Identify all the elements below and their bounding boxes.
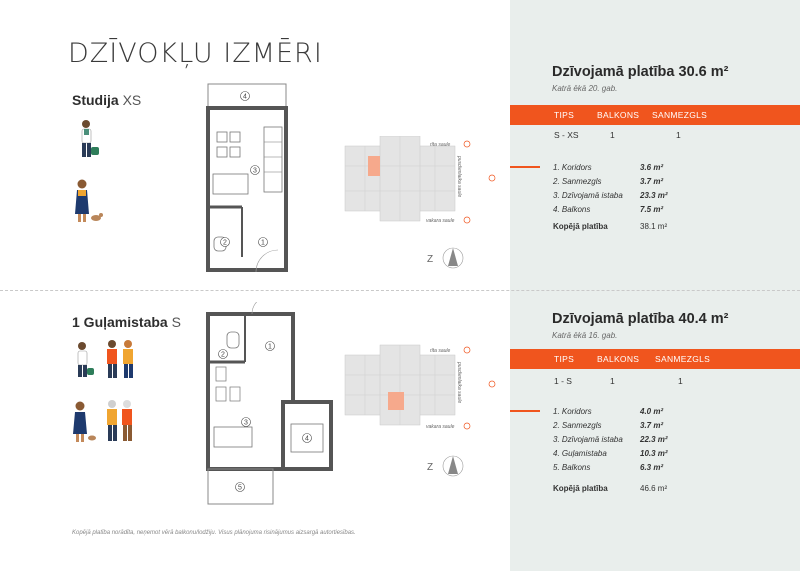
living-area-title: Dzīvojamā platība 30.6 m² [552, 64, 729, 80]
hdr-type: TIPS [554, 110, 575, 120]
hdr-balcony: BALKONS [597, 354, 640, 364]
man-with-bag-icon [78, 342, 94, 377]
room-name: 3. Dzīvojamā istaba [553, 191, 623, 200]
plan-label-3: 3 [253, 167, 257, 175]
floor-plan-one-bedroom [200, 302, 340, 512]
val-type: S - XS [554, 130, 579, 140]
room-area: 7.5 m² [640, 205, 664, 214]
val-bathroom: 1 [676, 130, 681, 140]
room-area: 6.3 m² [640, 463, 664, 472]
page-title: DZĪVOKĻU IZMĒRI [68, 38, 323, 69]
room-name: 1. Koridors [553, 407, 592, 416]
sun-icon [464, 141, 495, 223]
unit-size: XS [122, 92, 142, 108]
compass-icon [427, 456, 463, 476]
total-area: 46.6 m² [640, 484, 668, 493]
row-marker [510, 166, 540, 168]
room-area: 10.3 m² [640, 449, 668, 458]
floor-plan-studio [200, 82, 290, 272]
unit-name [72, 314, 181, 330]
room-name: 3. Dzīvojamā istaba [553, 435, 623, 444]
plan-label-5: 5 [238, 484, 242, 492]
total-label: Kopējā platība [553, 484, 608, 493]
plan-label-1: 1 [261, 239, 265, 247]
total-area: 38.1 m² [640, 222, 668, 231]
plan-label-2: 2 [223, 239, 227, 247]
unit-highlight [368, 156, 380, 176]
plan-label-4: 4 [305, 435, 309, 443]
plan-label-1: 1 [268, 343, 272, 351]
per-building: Katrā ēkā 20. gab. [552, 84, 618, 93]
unit-name-text: 1 Guļamistaba [72, 314, 168, 330]
room-name: 2. Sanmezgls [553, 177, 602, 186]
sun-label-evening: vakara saule [426, 424, 455, 430]
unit-size: S [171, 314, 181, 330]
residents-illustration [70, 118, 110, 230]
room-name: 4. Guļamistaba [553, 449, 607, 458]
footnote: Kopējā platība norādīta, neņemot vērā balkonu/lodžiju. Visus plānojuma risinājumus aizsargā autortiesības. [72, 530, 356, 536]
building-site-plan-2 [340, 340, 510, 480]
sun-label-midday: pusdienlaika saule [456, 362, 462, 404]
unit-name-text: Studija [72, 92, 119, 108]
room-area: 3.7 m² [640, 421, 664, 430]
hdr-balcony: BALKONS [597, 110, 640, 120]
room-name: 5. Balkons [553, 463, 591, 472]
woman-with-dog-icon [73, 402, 96, 443]
unit-highlight [388, 392, 404, 410]
hdr-bathroom: SANMEZGLS [652, 110, 708, 120]
room-area: 3.7 m² [640, 177, 664, 186]
hdr-type: TIPS [554, 354, 575, 364]
residents-illustration [70, 338, 160, 450]
woman-with-dog-icon [75, 180, 103, 223]
sun-label-morning: rīta saule [430, 348, 451, 354]
unit-name [72, 92, 141, 108]
room-name: 2. Sanmezgls [553, 421, 602, 430]
room-area: 3.6 m² [640, 163, 664, 172]
compass-north: Z [427, 462, 434, 473]
plan-label-2: 2 [221, 351, 225, 359]
room-area: 22.3 m² [640, 435, 668, 444]
plan-label-4: 4 [243, 93, 247, 101]
hdr-bathroom: SANMEZGLS [655, 354, 711, 364]
couple-icon [107, 340, 133, 378]
man-with-bag-icon [82, 120, 99, 157]
living-area-title: Dzīvojamā platība 40.4 m² [552, 311, 729, 327]
compass-north: Z [427, 254, 434, 265]
sun-label-morning: rīta saule [430, 142, 451, 148]
val-bathroom: 1 [678, 376, 683, 386]
sun-icon [464, 347, 495, 429]
val-balcony: 1 [610, 376, 615, 386]
per-building: Katrā ēkā 16. gab. [552, 331, 618, 340]
total-label: Kopējā platība [553, 222, 608, 231]
building-site-plan-1 [340, 136, 510, 276]
room-area: 4.0 m² [640, 407, 664, 416]
compass-icon [427, 248, 463, 268]
elderly-couple-icon [107, 400, 132, 441]
val-type: 1 - S [554, 376, 572, 386]
plan-label-3: 3 [244, 419, 248, 427]
room-area: 23.3 m² [640, 191, 668, 200]
val-balcony: 1 [610, 130, 615, 140]
section-divider [0, 290, 800, 291]
room-name: 4. Balkons [553, 205, 591, 214]
sun-label-evening: vakara saule [426, 218, 455, 224]
sun-label-midday: pusdienlaika saule [456, 156, 462, 198]
room-name: 1. Koridors [553, 163, 592, 172]
row-marker [510, 410, 540, 412]
